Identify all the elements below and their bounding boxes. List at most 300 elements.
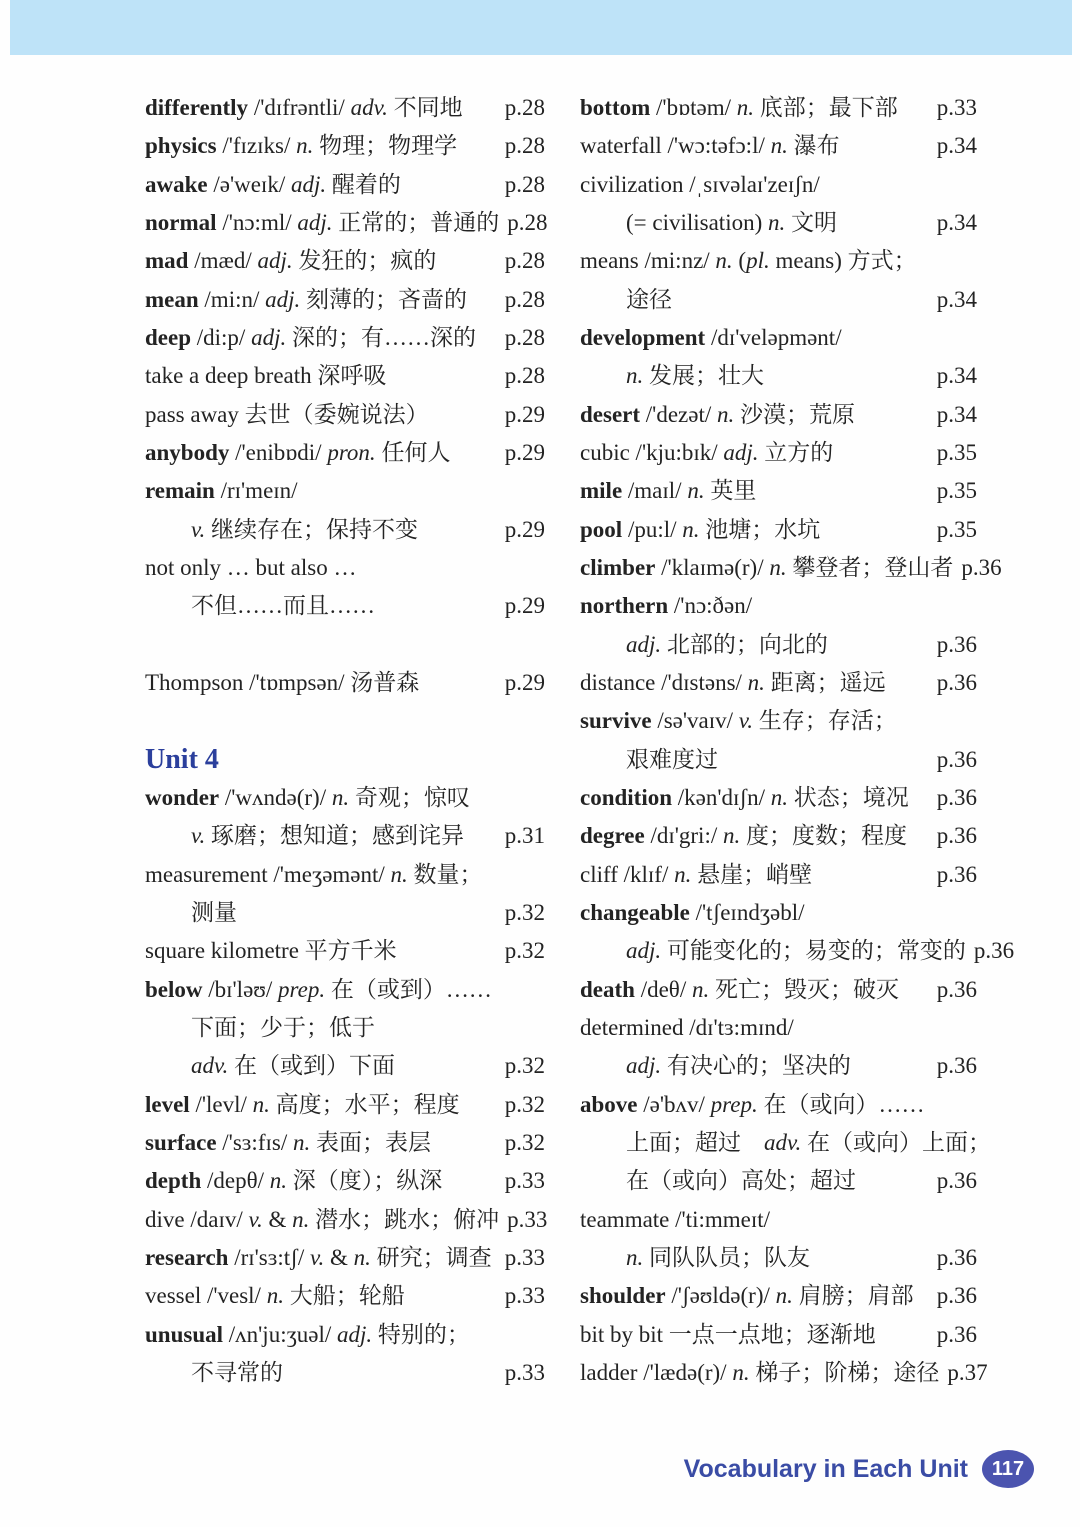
pos-label: n.: [331, 784, 350, 810]
vocab-entry: [145, 1316, 545, 1354]
page-ref: p.36: [936, 1168, 977, 1194]
page-ref: p.31: [504, 823, 545, 849]
vocab-entry: [145, 894, 545, 932]
headword: research: [145, 1244, 229, 1270]
page-ref: p.28: [504, 171, 545, 197]
pos-label: n.: [732, 1359, 750, 1385]
headword: condition: [580, 784, 673, 810]
entry-fragment: /ʌn'ju:ʒuəl/: [223, 1321, 338, 1347]
entry-text: [580, 856, 812, 894]
entry-text: [580, 434, 833, 472]
entry-fragment: /di:p/: [191, 324, 252, 350]
vocab-entry: [145, 127, 545, 165]
vocab-entry: [580, 626, 977, 664]
page-ref: p.36: [973, 938, 1015, 964]
entry-fragment: /dɪ'veləpmənt/: [705, 324, 842, 350]
pos-label: n.: [626, 363, 644, 389]
entry-text: [145, 587, 375, 625]
vocab-entry: [580, 549, 1002, 587]
entry-fragment: 可能变化的；易变的；常变的: [661, 938, 966, 964]
vocab-entry: [145, 1239, 545, 1277]
vocab-entry: [145, 472, 545, 510]
pos-label: adj.: [297, 209, 333, 235]
entry-text: [580, 1086, 924, 1124]
entry-text: [145, 1316, 470, 1354]
vocab-entry: [580, 1047, 977, 1085]
entry-text: [580, 779, 909, 817]
entry-fragment: 物理；物理学: [313, 133, 458, 159]
entry-fragment: (= civilisation): [626, 209, 768, 235]
page-ref: p.29: [504, 516, 545, 542]
pos-label: prep.: [710, 1091, 758, 1117]
entry-text: [145, 1086, 460, 1124]
page-footer: [684, 1450, 1034, 1488]
pos-label: n.: [687, 478, 705, 504]
vocab-entry: [580, 741, 977, 779]
entry-fragment: not only … but also …: [145, 554, 357, 580]
entry-fragment: 发狂的；疯的: [292, 248, 437, 274]
vocab-entry: [145, 1047, 545, 1085]
page-ref: p.28: [504, 286, 545, 312]
entry-text: [580, 319, 842, 357]
pos-label: adj.: [626, 631, 662, 657]
entry-fragment: 不但……而且……: [191, 593, 375, 619]
entry-text: [580, 1047, 851, 1085]
page-ref: p.28: [504, 324, 545, 350]
entry-fragment: 攀登者；登山者: [786, 554, 954, 580]
pos-label: n.: [674, 861, 692, 887]
page-ref: p.36: [936, 746, 977, 772]
headword: level: [145, 1091, 190, 1117]
page-ref: p.36: [936, 784, 977, 810]
entry-text: [145, 549, 356, 587]
entry-text: [145, 1201, 499, 1239]
vocab-entry: [145, 357, 545, 395]
pos-label: v.: [248, 1206, 263, 1232]
vocab-entry: [145, 396, 545, 434]
headword: deep: [145, 324, 191, 350]
vocab-entry: [145, 434, 545, 472]
entry-fragment: 状态；境况: [787, 784, 909, 810]
entry-text: [145, 281, 467, 319]
entry-text: [580, 1354, 939, 1392]
headword: mad: [145, 248, 189, 274]
entry-fragment: /'nɔ:ðən/: [668, 593, 753, 619]
vocab-entry: [580, 1124, 992, 1162]
page-ref: p.36: [936, 1053, 977, 1079]
entry-fragment: 上面；超过: [626, 1129, 764, 1155]
entry-fragment: waterfall /'wɔ:təfɔ:l/: [580, 133, 771, 159]
page-ref: p.33: [504, 1283, 545, 1309]
headword: pool: [580, 516, 623, 542]
entry-fragment: 在（或向）……: [757, 1091, 925, 1117]
pos-label: v.: [191, 823, 206, 849]
entry-text: [145, 319, 476, 357]
entry-fragment: 数量；: [407, 861, 483, 887]
entry-text: [145, 779, 470, 817]
entry-fragment: /'wʌndə(r)/: [219, 784, 332, 810]
headword: normal: [145, 209, 217, 235]
page-ref: p.36: [936, 823, 977, 849]
footer-section-title: Vocabulary in Each Unit: [683, 1454, 968, 1483]
vocab-entry: [145, 89, 545, 127]
vocab-entry: [580, 702, 977, 740]
vocab-entry: [145, 1124, 545, 1162]
entry-fragment: /rɪ'sɜ:tʃ/: [228, 1244, 310, 1270]
entry-text: [580, 932, 966, 970]
page-ref: p.35: [936, 439, 977, 465]
pos-label: n.: [775, 1283, 793, 1309]
pos-label: n.: [715, 248, 733, 274]
entry-text: [580, 626, 828, 664]
entry-fragment: /'dezət/: [640, 401, 717, 427]
entry-text: [145, 894, 237, 932]
entry-text: [145, 1047, 395, 1085]
pos-label: n.: [390, 861, 408, 887]
vocab-entry: [580, 1239, 977, 1277]
vocab-entry: [580, 894, 977, 932]
vocab-entry: [580, 127, 977, 165]
entry-fragment: /bɪ'ləʊ/: [202, 976, 279, 1002]
entry-text: [145, 434, 450, 472]
headword: physics: [145, 133, 217, 159]
pos-label: adj.: [626, 938, 662, 964]
headword: development: [580, 324, 706, 350]
entry-fragment: 在（或到）下面: [228, 1053, 396, 1079]
pos-label: adj.: [251, 324, 287, 350]
entry-text: [580, 587, 752, 625]
pos-label: n.: [770, 784, 788, 810]
page-ref: p.34: [936, 286, 977, 312]
entry-fragment: cliff /klɪf/: [580, 861, 675, 887]
vocab-entry: [580, 1354, 988, 1392]
entry-text: [145, 166, 401, 204]
entry-text: [580, 664, 886, 702]
entry-fragment: vessel /'vesl/: [145, 1283, 267, 1309]
pos-label: n.: [626, 1244, 644, 1270]
page-ref: p.28: [504, 248, 545, 274]
entry-fragment: /'bɒtəm/: [650, 95, 737, 120]
headword: above: [580, 1091, 638, 1117]
entry-fragment: 梯子；阶梯；途径: [749, 1359, 940, 1385]
page-ref: p.32: [504, 1091, 545, 1117]
entry-text: [580, 702, 897, 740]
entry-fragment: 测量: [191, 899, 237, 925]
vocab-entry: [580, 1086, 977, 1124]
vocab-entry: [580, 1316, 977, 1354]
pos-label: n.: [769, 554, 787, 580]
spacer-row: [145, 702, 545, 740]
page-ref: p.36: [936, 976, 977, 1002]
entry-fragment: /'fɪzɪks/: [216, 133, 297, 159]
entry-fragment: /'klaɪmə(r)/: [655, 554, 770, 580]
vocab-entry: [145, 932, 545, 970]
page-ref: p.29: [504, 439, 545, 465]
entry-fragment: /kən'dɪʃn/: [672, 784, 771, 810]
entry-text: [145, 357, 386, 395]
entry-text: [580, 971, 899, 1009]
headword: northern: [580, 593, 669, 619]
headword: wonder: [145, 784, 220, 810]
entry-text: [145, 932, 397, 970]
pos-label: n.: [770, 133, 788, 159]
page-ref: p.36: [936, 1321, 977, 1347]
pos-label: n.: [252, 1091, 270, 1117]
entry-text: [145, 1162, 442, 1200]
entry-fragment: civilization /ˌsɪvəlaɪ'zeɪʃn/: [580, 171, 820, 197]
entry-fragment: measurement /'meʒəmənt/: [145, 861, 391, 887]
pos-label: v.: [191, 516, 206, 542]
vocab-entry: [145, 1354, 545, 1392]
vocab-entry: [580, 281, 977, 319]
entry-fragment: means /mi:nz/: [580, 248, 716, 274]
entry-fragment: 潜水；跳水；俯冲: [309, 1206, 500, 1232]
headword: differently: [145, 95, 249, 120]
entry-text: [580, 894, 805, 932]
page-ref: p.29: [504, 401, 545, 427]
page-ref: p.36: [936, 631, 977, 657]
pos-label: n.: [353, 1244, 371, 1270]
entry-fragment: dive /daɪv/: [145, 1206, 249, 1232]
entry-text: [580, 1009, 794, 1047]
vocab-entry: [145, 549, 545, 587]
page-ref: p.33: [504, 1168, 545, 1194]
pos-label: n.: [747, 669, 765, 695]
vocab-column-left: [145, 89, 548, 1392]
entry-text: [580, 1277, 914, 1315]
vocab-entry: [145, 511, 545, 549]
pos-label: adj.: [723, 439, 759, 465]
entry-text: [580, 1162, 856, 1200]
page-ref: p.36: [936, 861, 977, 887]
vocab-entry: [580, 817, 977, 855]
pos-label: n.: [292, 1206, 310, 1232]
vocab-entry: [580, 511, 977, 549]
entry-text: [580, 1239, 810, 1277]
entry-fragment: bit by bit 一点一点地；逐渐地: [580, 1321, 876, 1347]
headword: surface: [145, 1129, 217, 1155]
vocab-entry: [580, 856, 977, 894]
pos-label: v.: [310, 1244, 325, 1270]
vocab-entry: [580, 396, 977, 434]
entry-fragment: means) 方式；: [769, 248, 917, 274]
headword: below: [145, 976, 203, 1002]
headword: depth: [145, 1168, 202, 1194]
entry-fragment: /mi:n/: [198, 286, 266, 312]
headword: desert: [580, 401, 641, 427]
page-ref: p.29: [504, 669, 545, 695]
pos-label: adv.: [350, 95, 388, 120]
pos-label: adj.: [337, 1321, 373, 1347]
entry-text: [580, 1316, 876, 1354]
entry-text: [145, 817, 464, 855]
page-ref: p.36: [936, 1244, 977, 1270]
entry-fragment: 在（或到）……: [325, 976, 492, 1002]
page-ref: p.36: [936, 669, 977, 695]
entry-fragment: 同队队员；队友: [643, 1244, 810, 1270]
headword: anybody: [145, 439, 230, 465]
entry-fragment: 深（度）；纵深: [287, 1168, 443, 1194]
vocab-entry: [145, 281, 545, 319]
vocab-entry: [580, 1277, 977, 1315]
entry-text: [145, 1009, 375, 1047]
headword: death: [580, 976, 635, 1002]
entry-fragment: /'ʃəʊldə(r)/: [665, 1283, 776, 1309]
vocab-entry: [145, 1201, 548, 1239]
page-ref: p.32: [504, 938, 545, 964]
entry-fragment: ladder /'lædə(r)/: [580, 1359, 733, 1385]
pos-label: adv.: [191, 1053, 229, 1079]
entry-fragment: 池塘；水坑: [699, 516, 821, 542]
vocab-entry: [580, 1162, 977, 1200]
entry-fragment: 继续存在；保持不变: [205, 516, 419, 542]
entry-fragment: 特别的；: [372, 1321, 470, 1347]
entry-fragment: 文明: [785, 209, 837, 235]
entry-fragment: Thompson /'tɒmpsən/ 汤普森: [145, 669, 420, 695]
entry-fragment: 研究；调查: [370, 1244, 492, 1270]
vocabulary-columns: [145, 89, 1015, 1392]
entry-fragment: 沙漠；荒原: [734, 401, 855, 427]
page-ref: p.35: [936, 516, 977, 542]
entry-text: [145, 856, 483, 894]
pos-label: n.: [296, 133, 314, 159]
vocab-entry: [580, 1201, 977, 1239]
vocab-entry: [145, 971, 545, 1009]
page-ref: p.29: [504, 593, 545, 619]
entry-fragment: 大船；轮船: [283, 1283, 405, 1309]
entry-fragment: 深的；有……深的: [286, 324, 476, 350]
page-ref: p.35: [936, 478, 977, 504]
vocab-entry: [580, 89, 977, 127]
entry-fragment: /'enibɒdi/: [229, 439, 328, 465]
entry-fragment: 途径: [626, 286, 672, 312]
entry-fragment: 瀑布: [787, 133, 840, 159]
page-ref: p.34: [936, 401, 977, 427]
vocab-entry: [145, 856, 545, 894]
pos-label: pl.: [746, 248, 770, 274]
unit-heading: Unit 4: [145, 743, 219, 775]
entry-text: [580, 549, 953, 587]
vocab-entry: [145, 1086, 545, 1124]
pos-label: adj.: [257, 248, 293, 274]
pos-label: n.: [768, 209, 786, 235]
page-ref: p.36: [936, 1283, 977, 1309]
page-ref: p.28: [504, 133, 545, 159]
page-ref: p.34: [936, 209, 977, 235]
entry-fragment: &: [262, 1206, 293, 1232]
vocab-entry: [145, 1277, 545, 1315]
page-ref: p.28: [507, 209, 548, 235]
entry-fragment: /ə'weɪk/: [207, 171, 291, 197]
entry-text: [580, 242, 917, 280]
entry-fragment: 底部；最下部: [753, 95, 898, 120]
entry-fragment: take a deep breath 深呼吸: [145, 363, 387, 389]
page-ref: p.33: [507, 1206, 548, 1232]
page-ref: p.33: [504, 1244, 545, 1270]
entry-text: [580, 127, 840, 165]
vocab-entry: [145, 779, 545, 817]
pos-label: n.: [736, 95, 754, 120]
entry-fragment: /'dɪfrəntli/: [248, 95, 351, 120]
vocab-entry: [145, 204, 548, 242]
vocab-entry: [580, 664, 977, 702]
vocab-entry: [145, 817, 545, 855]
page-ref: p.28: [504, 363, 545, 389]
entry-fragment: 艰难度过: [626, 746, 718, 772]
entry-fragment: /'levl/: [189, 1091, 253, 1117]
vocab-entry: [145, 242, 545, 280]
entry-text: [580, 396, 855, 434]
entry-fragment: 生存；存活；: [753, 708, 897, 734]
entry-fragment: /'nɔ:ml/: [216, 209, 298, 235]
vocab-entry: [580, 1009, 977, 1047]
entry-text: [145, 1239, 492, 1277]
entry-fragment: 不同地: [387, 95, 463, 120]
entry-text: [580, 511, 820, 549]
headword: shoulder: [580, 1283, 666, 1309]
entry-text: [145, 396, 429, 434]
page-ref: p.34: [936, 363, 977, 389]
entry-text: [145, 472, 298, 510]
page-ref: p.33: [936, 95, 977, 120]
pos-label: adj.: [290, 171, 327, 197]
page-ref: p.36: [961, 554, 1002, 580]
entry-text: [145, 242, 436, 280]
entry-fragment: /ə'bʌv/: [637, 1091, 711, 1117]
entry-fragment: square kilometre 平方千米: [145, 938, 397, 964]
vocab-column-right: [580, 89, 1015, 1392]
pos-label: pron.: [327, 439, 376, 465]
entry-fragment: distance /'dɪstəns/: [580, 669, 748, 695]
entry-fragment: 立方的: [758, 439, 834, 465]
vocab-entry: [145, 587, 545, 625]
entry-text: [580, 357, 764, 395]
entry-fragment: 不寻常的: [191, 1359, 283, 1385]
entry-fragment: 有决心的；坚决的: [661, 1053, 851, 1079]
page-top-color-bar: [10, 0, 1072, 55]
vocab-entry: [580, 472, 977, 510]
entry-fragment: determined /dɪ'tɜ:mɪnd/: [580, 1014, 794, 1040]
pos-label: v.: [738, 708, 754, 734]
vocab-entry: [145, 1009, 545, 1047]
headword: climber: [580, 554, 656, 580]
entry-text: [580, 741, 718, 779]
entry-text: [145, 511, 418, 549]
entry-text: [580, 281, 672, 319]
entry-fragment: /dɪ'gri:/: [644, 823, 723, 849]
entry-fragment: pass away 去世（委婉说法）: [145, 401, 429, 427]
pos-label: n.: [691, 976, 710, 1002]
vocab-entry: [580, 587, 977, 625]
headword: survive: [580, 708, 652, 734]
spacer-row: [145, 626, 545, 664]
entry-fragment: 在（或向）上面；: [801, 1129, 992, 1155]
entry-text: [145, 1277, 405, 1315]
page-number-badge: 117: [982, 1450, 1034, 1488]
headword: degree: [580, 823, 645, 849]
page-ref: p.32: [504, 1053, 545, 1079]
vocab-entry: [580, 932, 1015, 970]
entry-fragment: /deθ/: [634, 976, 692, 1002]
entry-fragment: 正常的；普通的: [332, 209, 500, 235]
pos-label: n.: [269, 1168, 288, 1194]
vocab-entry: [580, 971, 977, 1009]
pos-label: n.: [716, 401, 735, 427]
entry-fragment: /pu:l/: [622, 516, 683, 542]
vocab-entry: [580, 434, 977, 472]
pos-label: n.: [266, 1283, 284, 1309]
vocab-entry: [580, 242, 977, 280]
